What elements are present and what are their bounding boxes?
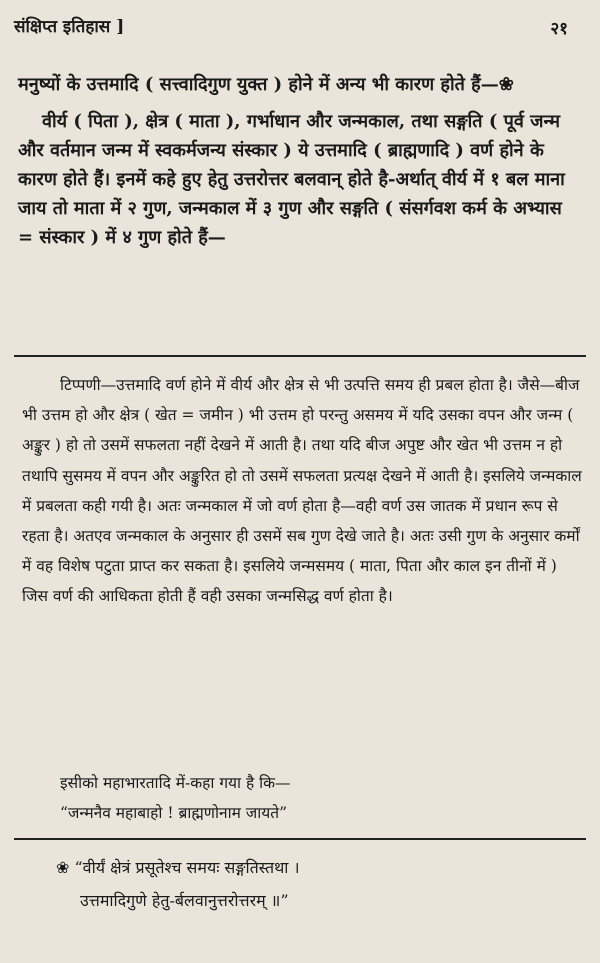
section-divider-bottom <box>14 838 586 840</box>
footnote-block <box>22 370 582 612</box>
paragraph-causes: वीर्य ( पिता ), क्षेत्र ( माता ), गर्भाधान और जन्मकाल, तथा सङ्गति ( पूर्व जन्म और वर्तमान जन्म में स्वकर्मजन्य संस्कार ) ये उत्तमादि ( ब्राह्मणादि ) वर्ण होने के कारण होते हैं। इनमें कहे हुए हेतु उत्तरोत्तर बलवान् होते है-अर्थात् वीर्य में १ बल माना जाय तो माता में २ गुण, जन्मकाल में ३ गुण और सङ्गति ( संसर्गवश कर्म के अभ्यास = संस्कार ) में ४ गुण होते हैं— <box>18 111 565 248</box>
section-divider-top <box>14 355 586 357</box>
verse-line-1: ❀ “वीर्यं क्षेत्रं प्रसूतेश्च समयः सङ्गतिस्तथा । <box>56 858 300 877</box>
sanskrit-verse <box>56 851 582 917</box>
quote-line: “जन्मनैव महाबाहो ! ब्राह्मणोनाम जायते” <box>60 804 288 822</box>
verse-line-2: उत्तमादिगुणे हेतु-र्बलवानुत्तरोत्तरम् ॥” <box>80 891 289 910</box>
main-text <box>18 70 582 260</box>
page-number: २१ <box>550 19 568 39</box>
footnote-text: टिप्पणी—उत्तमादि वर्ण होने में वीर्य और क्षेत्र से भी उत्पत्ति समय ही प्रबल होता है। जैसे—बीज भी उत्तम हो और क्षेत्र ( खेत = जमीन ) भी उत्तम हो परन्तु असमय में यदि उसका वपन और जन्म ( अङ्कुर ) हो तो उसमें सफलता नहीं देखने में आती है। तथा यदि बीज अपुष्ट और खेत भी उत्तम न हो तथापि सुसमय में वपन और अङ्कुरित हो तो उसमें सफलता प्रत्यक्ष देखने में आती है। इसलिये जन्मकाल में प्रबलता कही गयी है। अतः जन्मकाल में जो वर्ण होता है—वही वर्ण उस जातक में प्रधान रूप से रहता है। अतएव जन्मकाल के अनुसार ही उसमें सब गुण देखे जाते है। अतः उसी गुण के अनुसार कर्मों में वह विशेष पटुता प्राप्त कर सकता है। इसलिये जन्मसमय ( माता, पिता और काल इन तीनों में ) जिस वर्ण की आधिकता होती हैं वही उसका जन्मसिद्ध वर्ण होता है। <box>22 376 582 606</box>
page-header <box>14 14 586 50</box>
quote-block <box>60 768 582 828</box>
paragraph-intro: मनुष्यों के उत्तमादि ( सत्त्वादिगुण युक्त ) होने में अन्य भी कारण होते हैं—❀ <box>18 74 514 95</box>
running-title: संक्षिप्त इतिहास ] <box>14 17 125 37</box>
quote-intro: इसीको महाभारतादि में-कहा गया है कि— <box>60 774 291 792</box>
